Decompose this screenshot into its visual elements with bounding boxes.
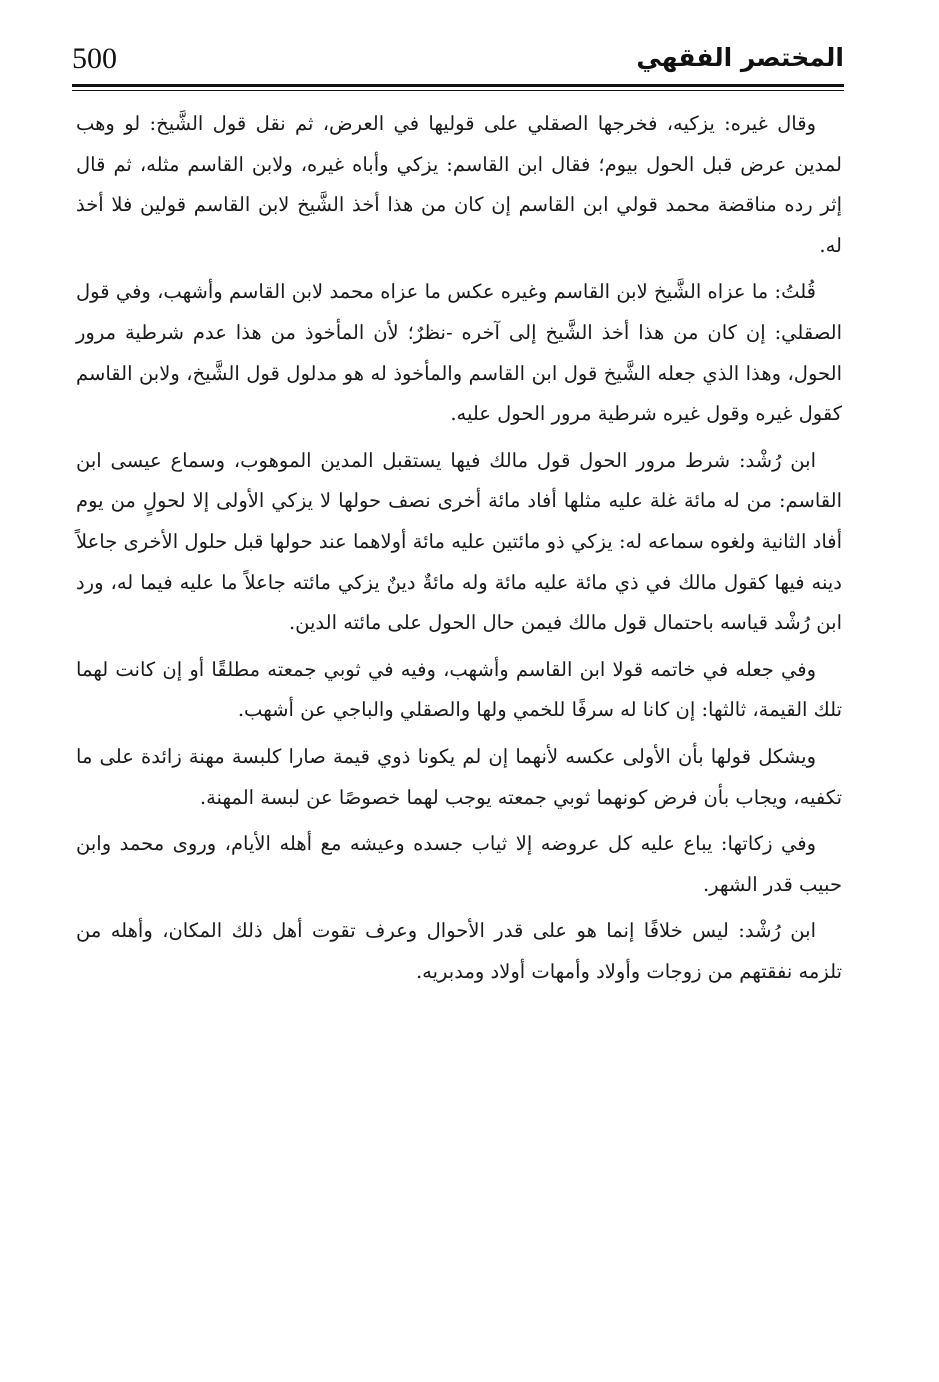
paragraph: قُلتُ: ما عزاه الشَّيخ لابن القاسم وغيره عكس ما عزاه محمد لابن القاسم وأشهب، وفي قول الصقلي: إن كان من هذا أخذ الشَّيخ إلى آخره -نظرٌ؛ لأن المأخوذ من هذا عدم شرطية مرور الحول، وهذا الذي جعله الشَّيخ قول ابن القاسم والمأخوذ له هو مدلول قول الشَّيخ، ولابن القاسم كقول غيره وقول غيره شرطية مرور الحول عليه. xyxy=(76,280,842,426)
running-title: المختصر الفقهي xyxy=(636,43,844,72)
paragraph: وقال غيره: يزكيه، فخرجها الصقلي على قوليها في العرض، ثم نقل قول الشَّيخ: لو وهب لمدين عرض قبل الحول بيوم؛ فقال ابن القاسم: يزكي وأباه غيره، ولابن القاسم مثله، ثم قال إثر رده مناقضة محمد قولي ابن القاسم إن كان من هذا أخذ الشَّيخ لابن القاسم قولين فلا أخذ له. xyxy=(76,112,842,257)
paragraph: وفي زكاتها: يباع عليه كل عروضه إلا ثياب جسده وعيشه مع أهله الأيام، وروى محمد وابن حبيب قدر الشهر. xyxy=(76,832,842,896)
page-number: 500 xyxy=(72,42,117,75)
paragraph: وفي جعله في خاتمه قولا ابن القاسم وأشهب، وفيه في ثوبي جمعته مطلقًا أو إن كانت لهما تلك القيمة، ثالثها: إن كانا له سرفًا للخمي ولها والصقلي والباجي عن أشهب. xyxy=(76,657,842,722)
header-rule-thick xyxy=(72,84,844,87)
paragraph: ابن رُشْد: شرط مرور الحول قول مالك فيها يستقبل المدين الموهوب، وسماع عيسى ابن القاسم: من له مائة غلة عليه مثلها أفاد مائة أخرى نصف حولها لا يزكي الأولى إلا لحولٍ من يوم أفاد الثانية ولغوه سماعه له: يزكي ذو مائتين عليه مائة أولاهما عند حولها قبل حلول الأخرى جاعلاً دينه فيها كقول مالك في ذي مائة عليه مائة وله مائةٌ دينٌ يزكي مائته جاعلاً ما عليه فيما له، ورد ابن رُشْد قياسه باحتمال قول مالك فيمن حال الحول على مائته الدين. xyxy=(76,448,842,635)
paragraph: ويشكل قولها بأن الأولى عكسه لأنهما إن لم يكونا ذوي قيمة صارا كلبسة مهنة زائدة على ما تكفيه، ويجاب بأن فرض كونهما ثوبي جمعته يوجب لهما خصوصًا عن لبسة المهنة. xyxy=(76,744,842,809)
page-header xyxy=(72,38,844,82)
paragraph: ابن رُشْد: ليس خلافًا إنما هو على قدر الأحوال وعرف تقوت أهل ذلك المكان، وأهله من تلزمه نفقتهم من زوجات وأولاد وأمهات أولاد ومدبريه. xyxy=(76,919,842,983)
header-rule-thin xyxy=(72,90,844,91)
body-text xyxy=(76,104,842,998)
